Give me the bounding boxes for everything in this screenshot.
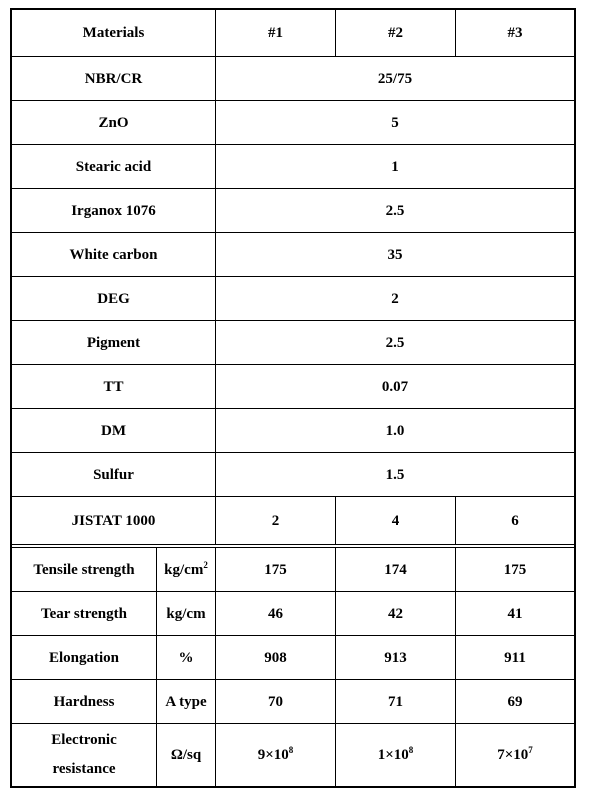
material-name: NBR/CR	[84, 70, 143, 87]
divider	[215, 453, 216, 497]
property-value-3: 911	[504, 649, 526, 666]
property-unit	[157, 636, 215, 680]
property-unit	[157, 680, 215, 724]
materials-table	[10, 8, 576, 788]
resistance-label	[12, 724, 156, 786]
jistat-label: JISTAT 1000	[71, 512, 156, 529]
material-name: TT	[103, 378, 124, 395]
resistance-value-2: 1×10 $^8$	[377, 745, 414, 763]
resistance-label-line1: Electronic	[51, 732, 117, 748]
property-name: Elongation	[48, 649, 120, 666]
material-name: DM	[101, 422, 126, 439]
divider	[215, 233, 216, 277]
formulation-row	[12, 145, 574, 189]
property-value-1: 70	[268, 693, 283, 710]
property-row	[12, 636, 574, 680]
header-materials: Materials	[82, 25, 145, 41]
material-name: DEG	[97, 290, 130, 307]
material-amount: 1.0	[385, 422, 405, 439]
material-amount: 35	[387, 246, 403, 263]
property-value-2: 71	[388, 693, 403, 710]
property-unit	[157, 592, 215, 636]
divider	[215, 57, 216, 101]
jistat-value-2: 4	[391, 512, 400, 529]
material-name: Pigment	[86, 334, 141, 351]
divider	[335, 548, 336, 786]
property-value-3: 69	[507, 693, 523, 710]
divider	[335, 10, 336, 57]
value-base: 1×10	[377, 746, 409, 763]
unit-text: A type	[165, 693, 207, 710]
property-value-2: 42	[388, 605, 403, 622]
header-row	[12, 10, 574, 57]
value-base: 7×10	[497, 746, 529, 763]
resistance-value-1: 9×10 $^8$	[257, 745, 294, 763]
divider	[215, 321, 216, 365]
material-amount: 1.5	[385, 466, 405, 483]
material-amount: 2	[391, 290, 399, 307]
unit-text: %	[178, 649, 194, 666]
property-row	[12, 680, 574, 724]
material-name: ZnO	[98, 114, 129, 131]
material-amount: 5	[391, 114, 399, 131]
formulation-row	[12, 57, 574, 101]
value-base: 9×10	[257, 746, 289, 763]
divider	[215, 409, 216, 453]
material-name: White carbon	[69, 246, 158, 263]
divider	[335, 497, 336, 545]
divider	[215, 145, 216, 189]
material-amount: 2.5	[385, 202, 405, 219]
divider	[215, 189, 216, 233]
formulation-row	[12, 321, 574, 365]
resistance-label-line2: resistance	[52, 761, 116, 777]
material-amount: 25/75	[377, 70, 413, 87]
material-name: Irganox 1076	[71, 202, 156, 219]
formulation-row	[12, 189, 574, 233]
property-value-1: 175	[264, 561, 287, 578]
property-value-1: 46	[268, 605, 283, 622]
divider	[455, 10, 456, 57]
jistat-row	[12, 497, 574, 545]
material-name: Sulfur	[93, 466, 134, 483]
formulation-row	[12, 365, 574, 409]
property-name: Tear strength	[41, 605, 127, 622]
property-value-1: 908	[264, 649, 287, 666]
formulation-row	[12, 277, 574, 321]
header-sample-2: #2	[388, 25, 403, 41]
unit-text: kg/cm	[166, 605, 206, 622]
divider	[215, 10, 216, 57]
divider	[156, 548, 157, 786]
property-value-2: 174	[384, 561, 407, 578]
material-amount: 0.07	[381, 378, 409, 395]
divider	[215, 101, 216, 145]
property-value-2: 913	[384, 649, 407, 666]
property-row	[12, 592, 574, 636]
material-name: Stearic acid	[75, 158, 152, 175]
property-name: Hardness	[53, 693, 115, 710]
divider	[215, 365, 216, 409]
resistance-unit: Ω/sq	[170, 746, 202, 763]
header-sample-3: #3	[507, 25, 523, 41]
jistat-value-1: 2	[271, 512, 280, 529]
property-value-3: 175	[503, 561, 527, 578]
divider	[215, 497, 216, 545]
divider	[455, 548, 456, 786]
header-sample-1: #1	[268, 25, 283, 41]
property-row	[12, 548, 574, 592]
formulation-row	[12, 101, 574, 145]
material-amount: 1	[391, 158, 399, 175]
formulation-row	[12, 409, 574, 453]
divider	[455, 497, 456, 545]
property-unit: kg/cm $^2$	[164, 560, 208, 578]
formulation-row	[12, 453, 574, 497]
jistat-value-3: 6	[511, 512, 519, 529]
property-value-3: 41	[507, 605, 523, 622]
formulation-row	[12, 233, 574, 277]
divider	[215, 548, 216, 786]
resistance-value-3: 7×10 $^7$	[497, 745, 533, 763]
material-amount: 2.5	[385, 334, 405, 351]
property-name: Tensile strength	[33, 561, 135, 578]
divider	[215, 277, 216, 321]
resistance-row	[12, 724, 574, 786]
unit-text: kg/cm	[164, 561, 204, 578]
